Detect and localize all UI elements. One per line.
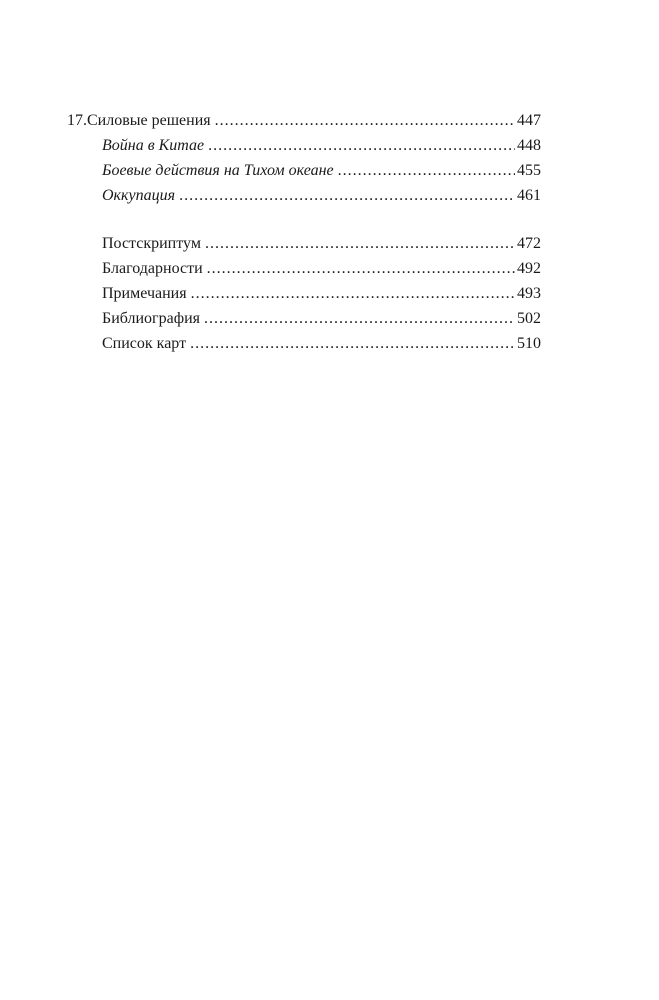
toc-section-entry (67, 133, 541, 158)
toc-back-matter-entry (67, 281, 541, 306)
dot-leader (190, 331, 515, 356)
toc-back-matter-entry (67, 231, 541, 256)
toc-back-matter-entry (67, 306, 541, 331)
entry-title: Примечания (102, 285, 187, 302)
entry-title: Постскриптум (102, 235, 201, 252)
table-of-contents (67, 108, 541, 356)
section-title: Оккупация (102, 187, 176, 204)
chapter-number: 17. (67, 112, 87, 129)
entry-title: Библиография (102, 310, 200, 327)
entry-title: Благодарности (102, 260, 203, 277)
toc-back-matter-entry (67, 331, 541, 356)
dot-leader (207, 256, 515, 281)
page-number: 461 (517, 187, 541, 204)
chapter-title: Силовые решения (87, 112, 211, 129)
dot-leader (338, 158, 515, 183)
dot-leader (204, 306, 515, 331)
toc-section-entry (67, 158, 541, 183)
entry-title: Список карт (102, 335, 187, 352)
dot-leader (215, 108, 515, 133)
page-number: 472 (517, 235, 541, 252)
section-title: Боевые действия на Тихом океане (102, 162, 334, 179)
page-number: 448 (517, 137, 541, 154)
dot-leader (205, 231, 515, 256)
page-number: 447 (517, 112, 541, 129)
page-number: 455 (517, 162, 541, 179)
page-number: 492 (517, 260, 541, 277)
page-number: 502 (517, 310, 541, 327)
dot-leader (208, 133, 515, 158)
toc-chapter-entry (67, 108, 541, 133)
toc-section-entry (67, 183, 541, 208)
dot-leader (179, 183, 515, 208)
section-title: Война в Китае (102, 137, 205, 154)
dot-leader (191, 281, 515, 306)
page-number: 510 (517, 335, 541, 352)
section-gap (67, 208, 541, 231)
page-number: 493 (517, 285, 541, 302)
toc-back-matter-entry (67, 256, 541, 281)
